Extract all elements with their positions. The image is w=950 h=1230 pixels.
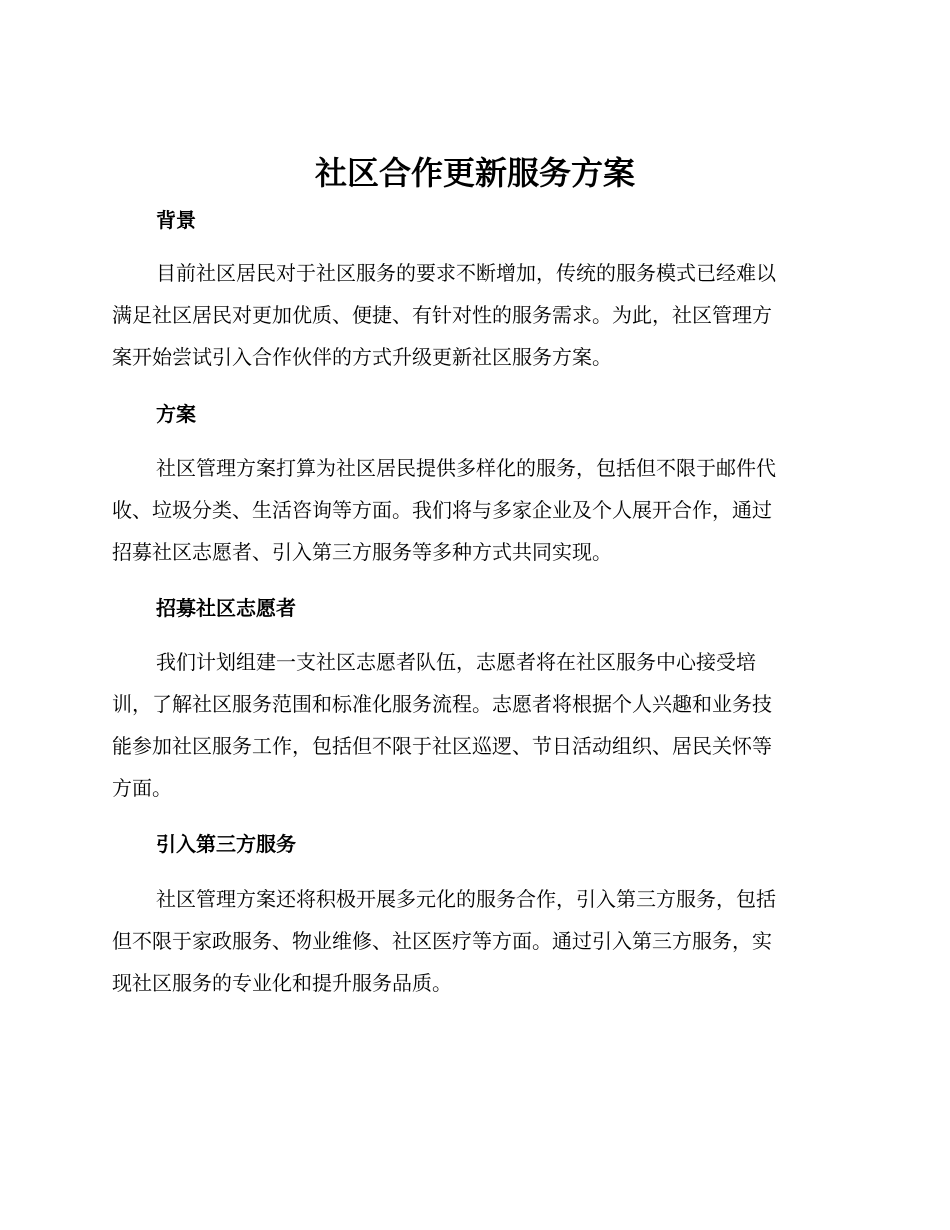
section-paragraph-recruit-volunteers <box>112 641 832 809</box>
paragraph-line: 社区管理方案打算为社区居民提供多样化的服务，包括但不限于邮件代 <box>156 456 776 480</box>
paragraph-line: 社区管理方案还将积极开展多元化的服务合作，引入第三方服务，包括 <box>156 887 776 911</box>
paragraph-line: 招募社区志愿者、引入第三方服务等多种方式共同实现。 <box>112 540 612 564</box>
section-paragraph-plan <box>112 447 832 573</box>
paragraph-line: 方面。 <box>112 776 172 800</box>
section-heading-recruit-volunteers: 招募社区志愿者 <box>156 596 296 620</box>
paragraph-line: 训，了解社区服务范围和标准化服务流程。志愿者将根据个人兴趣和业务技 <box>112 692 772 716</box>
section-heading-background: 背景 <box>156 208 196 232</box>
paragraph-line: 但不限于家政服务、物业维修、社区医疗等方面。通过引入第三方服务，实 <box>112 929 772 953</box>
paragraph-line: 能参加社区服务工作，包括但不限于社区巡逻、节日活动组织、居民关怀等 <box>112 734 772 758</box>
paragraph-line: 我们计划组建一支社区志愿者队伍，志愿者将在社区服务中心接受培 <box>156 650 756 674</box>
paragraph-line: 现社区服务的专业化和提升服务品质。 <box>112 971 452 995</box>
paragraph-line: 满足社区居民对更加优质、便捷、有针对性的服务需求。为此，社区管理方 <box>112 303 772 327</box>
paragraph-line: 案开始尝试引入合作伙伴的方式升级更新社区服务方案。 <box>112 345 612 369</box>
section-heading-plan: 方案 <box>156 402 196 426</box>
section-paragraph-third-party-services <box>112 878 832 1004</box>
paragraph-line: 收、垃圾分类、生活咨询等方面。我们将与多家企业及个人展开合作，通过 <box>112 498 772 522</box>
document-title: 社区合作更新服务方案 <box>314 154 635 192</box>
section-paragraph-background <box>112 252 832 378</box>
section-heading-third-party-services: 引入第三方服务 <box>156 832 296 856</box>
paragraph-line: 目前社区居民对于社区服务的要求不断增加，传统的服务模式已经难以 <box>156 261 776 285</box>
